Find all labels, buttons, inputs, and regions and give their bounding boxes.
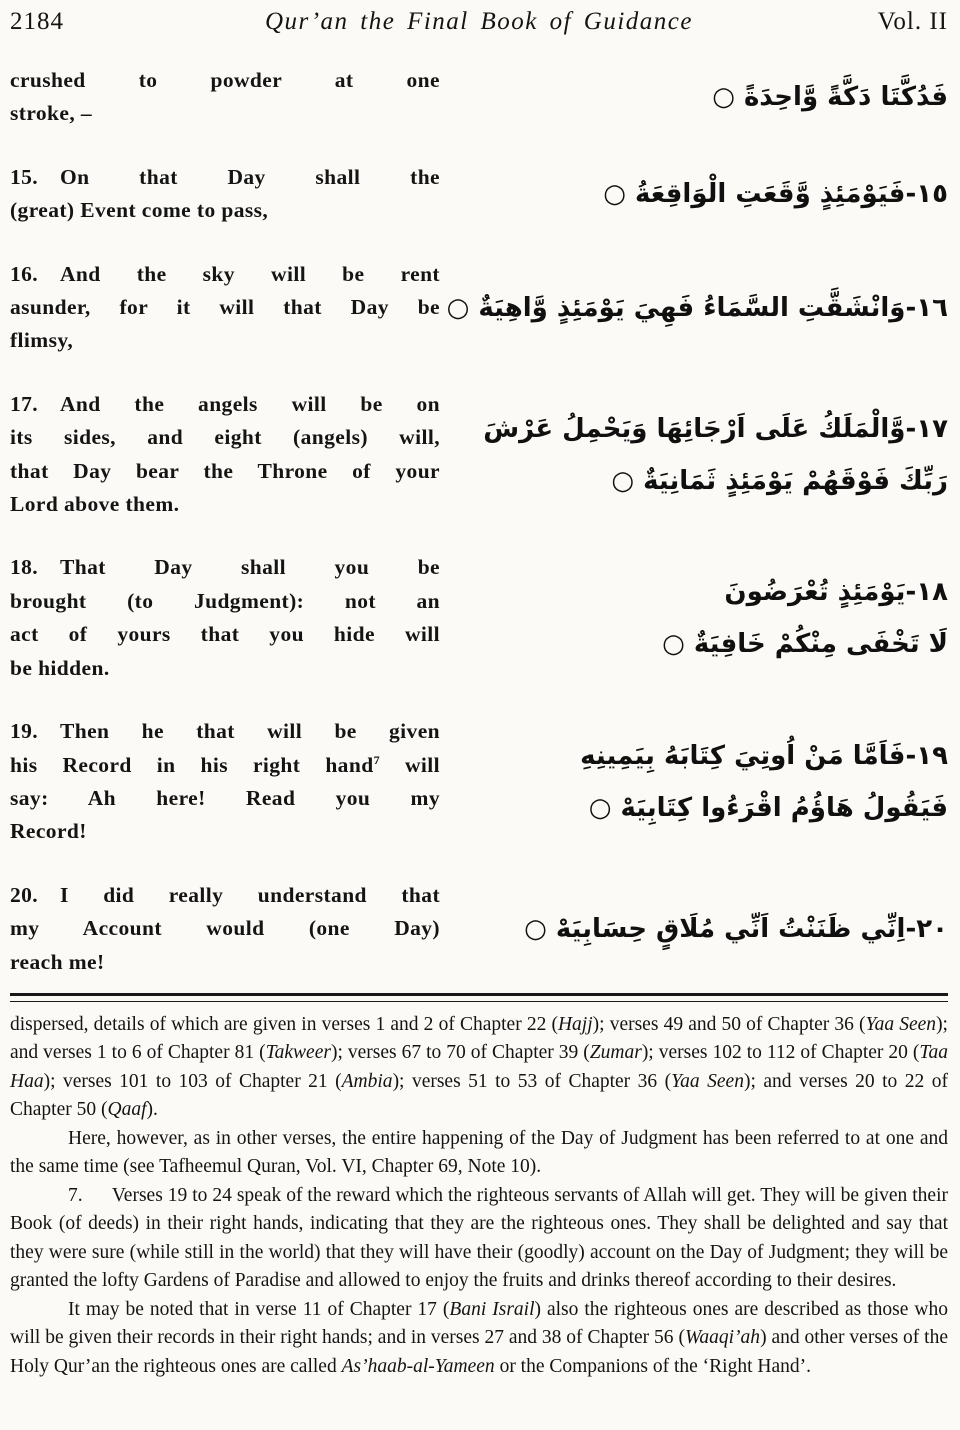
verse-translation (10, 388, 440, 522)
verse-row (10, 258, 948, 358)
verse-arabic (440, 71, 948, 123)
verse-row (10, 551, 948, 685)
verse-translation (10, 258, 440, 358)
translation-line: my Account would (one Day) (10, 916, 440, 941)
verse-row (10, 879, 948, 979)
footnote-ref: 7 (373, 752, 380, 767)
translation-line: 15. On that Day shall the (10, 164, 440, 189)
running-title: Qur’an the Final Book of Guidance (265, 8, 693, 35)
arabic-line: فَيَقُولُ هَاؤُمُ اقْرَءُوا كِتَابِيَهْ ○ (588, 792, 948, 823)
arabic-line: لَا تَخْفَى مِنْكُمْ خَافِيَةٌ ○ (662, 629, 948, 660)
verse-row (10, 715, 948, 849)
translation-line: (great) Event come to pass, (10, 198, 269, 223)
verse-arabic (440, 903, 948, 955)
footnote-divider (10, 993, 948, 1002)
arabic-line: ١٦-وَانْشَقَّتِ السَّمَاءُ فَهِيَ يَوْمَئِذٍ وَّاهِيَةٌ ○ (446, 292, 948, 323)
arabic-line: رَبِّكَ فَوْقَهُمْ يَوْمَئِذٍ ثَمَانِيَةٌ ○ (611, 465, 948, 496)
verse-translation (10, 715, 440, 849)
translation-line: brought (to Judgment): not an (10, 588, 440, 613)
verse-row (10, 388, 948, 522)
arabic-line: فَدُكَّتَا دَكَّةً وَّاحِدَةً ○ (712, 82, 948, 113)
footnote-paragraph: It may be noted that in verse 11 of Chapter 17 (Bani Israil) also the righteous ones are described as those who will be given their records in their right hands; and in verses 27 and 38 of Chapter 56 (Waaqi’ah) and other verses of the Holy Qur’an the righteous ones are called As’haab-al-Yameen or the Companions of the ‘Right Hand’. (10, 1298, 949, 1377)
translation-line: 17. And the angels will be on (10, 391, 440, 416)
translation-line: flimsy, (10, 328, 74, 353)
volume-label: Vol. II (877, 8, 948, 35)
translation-line: 18. That Day shall you be (10, 555, 440, 580)
verse-arabic (440, 730, 948, 834)
translation-line: asunder, for it will that Day be (10, 295, 440, 320)
verse-row (10, 64, 948, 131)
verse-arabic (440, 282, 948, 334)
translation-line: crushed to powder at one (10, 68, 440, 92)
arabic-line: ٢٠-اِنِّي ظَنَنْتُ اَنِّي مُلَاقٍ حِسَابِيَهْ ○ (524, 913, 948, 944)
translation-line: 16. And the sky will be rent (10, 261, 440, 286)
arabic-line: ١٥-فَيَوْمَئِذٍ وَّقَعَتِ الْوَاقِعَةُ ○ (603, 179, 948, 210)
arabic-line: ١٩-فَاَمَّا مَنْ اُوتِيَ كِتَابَهُ بِيَمِينِهِ (580, 740, 948, 771)
translation-line: its sides, and eight (angels) will, (10, 425, 440, 450)
translation-line: reach me! (10, 949, 105, 974)
translation-line: act of yours that you hide will (10, 622, 440, 647)
translation-line: 19. Then he that will be given (10, 719, 440, 744)
page-header (10, 6, 948, 38)
verses-section (10, 64, 948, 979)
verse-translation (10, 551, 440, 685)
footnote-paragraph: Here, however, as in other verses, the entire happening of the Day of Judgment has been referred to at one and the same time (see Tafheemul Quran, Vol. VI, Chapter 69, Note 10). (10, 1127, 948, 1178)
translation-line: 20. I did really understand that (10, 882, 440, 907)
verse-arabic (440, 566, 948, 670)
footnote-paragraph: dispersed, details of which are given in verses 1 and 2 of Chapter 22 (Hajj); verses 49 and 50 of Chapter 36 (Yaa Seen); and verses 1 to 6 of Chapter 81 (Takweer); verses 67 to 70 of Chapter 39 (Zumar); verses 102 to 112 of Chapter 20 (Taa Haa); verses 101 to 103 of Chapter 21 (Ambia); verses 51 to 53 of Chapter 36 (Yaa Seen); and verses 20 to 22 of Chapter 50 (Qaaf). (10, 1013, 948, 1121)
verse-translation (10, 161, 440, 228)
verse-translation (10, 879, 440, 979)
translation-line: say: Ah here! Read you my (10, 785, 440, 810)
verse-arabic (440, 168, 948, 220)
footnote-paragraph: 7. Verses 19 to 24 speak of the reward which the righteous servants of Allah will get. They will be given their Book (of deeds) in their right hands, indicating that they are the righteous ones. They shall be delighted and say that they were sure (while still in the world) that they will have their (goodly) account on the Day of Judgment; they will be granted the lofty Gardens of Paradise and allowed to enjoy the fruits and drinks thereof according to their desires. (10, 1184, 948, 1292)
verse-arabic (440, 403, 948, 507)
translation-line: that Day bear the Throne of your (10, 458, 440, 483)
verse-row (10, 161, 948, 228)
verse-translation (10, 64, 440, 131)
translation-line: be hidden. (10, 655, 110, 680)
footnotes-section (10, 1011, 948, 1382)
translation-line: Record! (10, 819, 87, 844)
translation-line: Lord above them. (10, 492, 180, 517)
page-number: 2184 (10, 8, 64, 35)
translation-line: stroke, – (10, 101, 93, 126)
arabic-line: ١٧-وَّالْمَلَكُ عَلَى اَرْجَائِهَا وَيَحْمِلُ عَرْشَ (483, 413, 948, 444)
translation-line: his Record in his right hand$^7$ will (10, 752, 441, 777)
arabic-line: ١٨-يَوْمَئِذٍ تُعْرَضُونَ (724, 577, 948, 608)
